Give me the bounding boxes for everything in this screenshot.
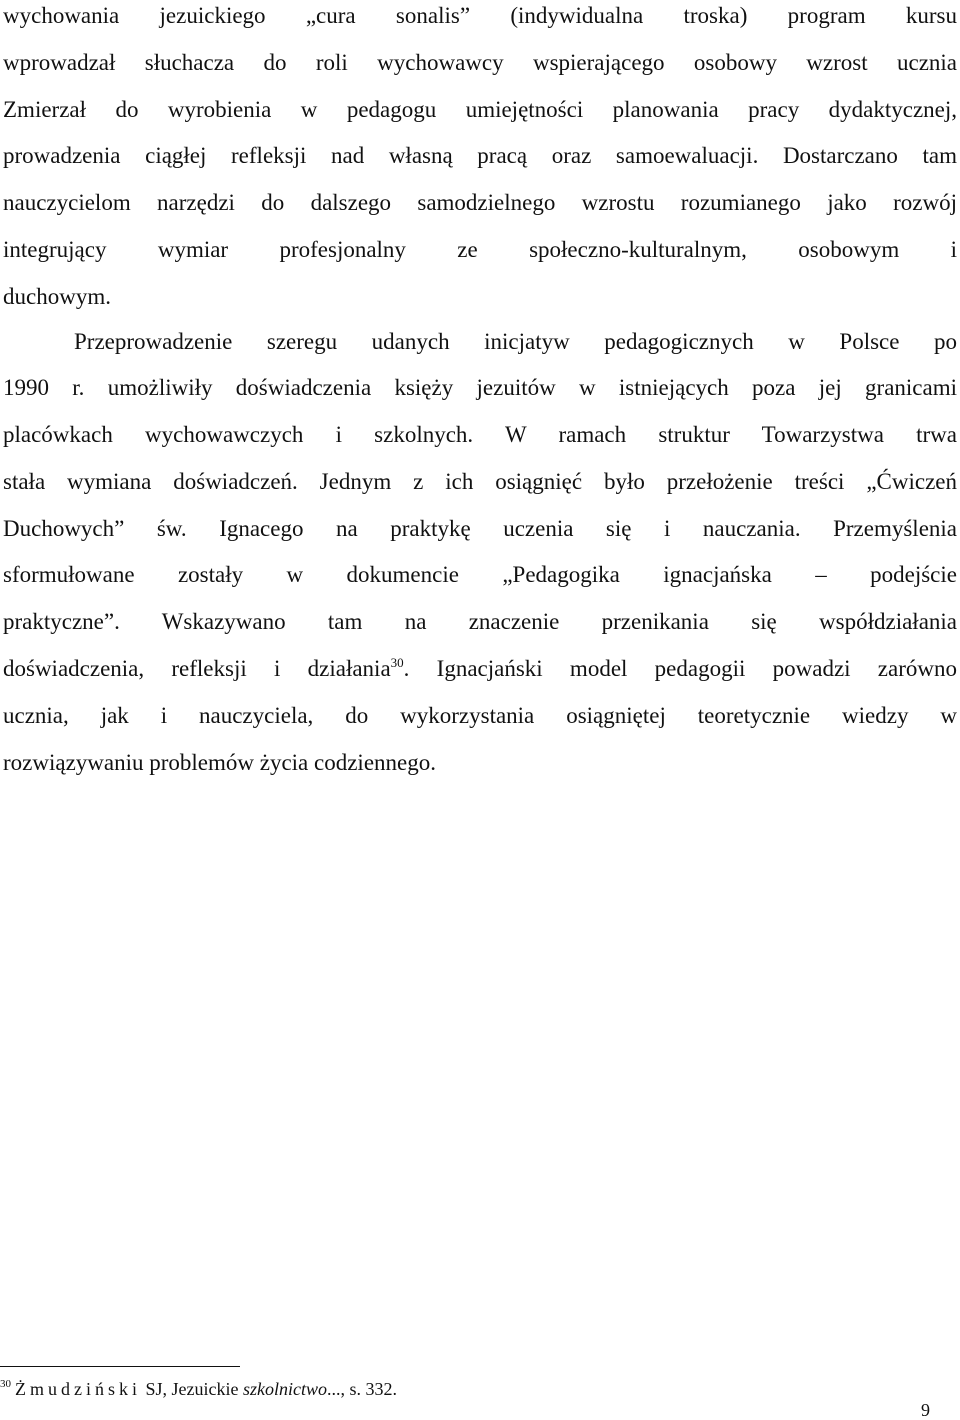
- body-line-13: sformułowane zostały w dokumencie „Pedagogika ignacjańska – podejście: [3, 562, 957, 587]
- body-line-17: rozwiązywaniu problemów życia codziennego.: [3, 750, 436, 775]
- body-line-3: Zmierzał do wyrobienia w pedagogu umiejętności planowania pracy dydaktycznej,: [3, 97, 957, 122]
- page-number: 9: [921, 1400, 930, 1420]
- body-line-11: stała wymiana doświadczeń. Jednym z ich osiągnięć było przełożenie treści „Ćwiczeń: [3, 469, 957, 494]
- footnote-text: SJ, Jezuickie: [141, 1379, 243, 1399]
- body-line-9: 1990 r. umożliwiły doświadczenia księży jezuitów w istniejących poza jej granicami: [3, 375, 957, 400]
- footnote-title: szkolnictwo: [242, 1379, 327, 1399]
- footnote: [0, 1378, 397, 1400]
- body-line-15-after: . Ignacjański model pedagogii powadzi zarówno: [403, 656, 957, 681]
- footnote-number: 30: [0, 1378, 11, 1390]
- body-line-1: wychowania jezuickiego „cura sonalis” (indywidualna troska) program kursu: [3, 3, 957, 28]
- body-line-7: duchowym.: [3, 284, 111, 309]
- body-line-12: Duchowych” św. Ignacego na praktykę uczenia się i nauczania. Przemyślenia: [3, 516, 957, 541]
- body-line-8: Przeprowadzenie szeregu udanych inicjatyw pedagogicznych w Polsce po: [74, 329, 957, 354]
- body-line-15: [3, 655, 957, 683]
- footnote-author: Żmudziński: [15, 1379, 141, 1399]
- body-line-16: ucznia, jak i nauczyciela, do wykorzystania osiągniętej teoretycznie wiedzy w: [3, 703, 957, 728]
- footnote-separator: [0, 1366, 240, 1367]
- body-line-2: wprowadzał słuchacza do roli wychowawcy wspierającego osobowy wzrost ucznia: [3, 50, 957, 75]
- footnote-page: ..., s. 332.: [326, 1379, 397, 1399]
- body-line-5: nauczycielom narzędzi do dalszego samodzielnego wzrostu rozumianego jako rozwój: [3, 190, 957, 215]
- body-line-4: prowadzenia ciągłej refleksji nad własną pracą oraz samoewaluacji. Dostarczano tam: [3, 143, 957, 168]
- body-line-10: placówkach wychowawczych i szkolnych. W ramach struktur Towarzystwa trwa: [3, 422, 957, 447]
- body-line-6: integrujący wymiar profesjonalny ze społeczno-kulturalnym, osobowym i: [3, 237, 957, 262]
- body-line-15-before: doświadczenia, refleksji i działania: [3, 656, 391, 681]
- body-line-14: praktyczne”. Wskazywano tam na znaczenie przenikania się współdziałania: [3, 609, 957, 634]
- footnote-reference: 30: [390, 655, 404, 670]
